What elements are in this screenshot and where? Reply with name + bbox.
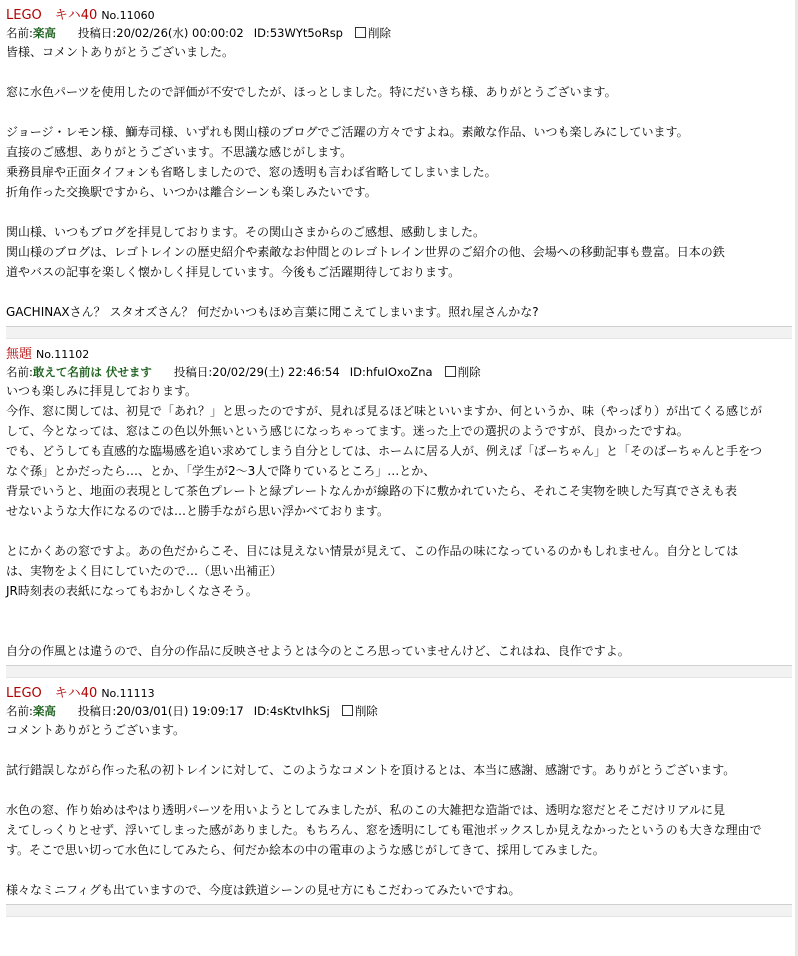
post-date: 20/03/01(日) 19:09:17 [116, 704, 244, 718]
post-body-line: す。そこで思い切って水色にしてみたら、何だか絵本の中の電車のような感じがしてきて、採用してみました。 [6, 843, 605, 857]
post-title: LEGO キハ40 [6, 8, 98, 23]
post-body-line: とにかくあの窓ですよ。あの色だからこそ、目には見えない情景が見えて、この作品の味になっているのかもしれません。自分としては [6, 544, 739, 558]
post [0, 339, 798, 678]
post-number: No.11113 [101, 687, 155, 700]
delete-control[interactable] [355, 24, 391, 42]
id-label: ID: [349, 365, 366, 379]
post-body-line: せないような大作になるのでは…と勝手ながら思い浮かべております。 [6, 504, 390, 518]
post-title: 無題 [6, 347, 33, 362]
post-id: 4sKtvIhkSj [269, 704, 330, 718]
post-body-line: 関山様のブログは、レゴトレインの歴史紹介や素敵なお仲間とのレゴトレイン世界のご紹介の他、会場への移動記事も豊富。日本の鉄 [6, 245, 725, 259]
post [0, 0, 798, 339]
delete-checkbox[interactable] [342, 705, 353, 716]
post-body-line: 自分の作風とは違うので、自分の作品に反映させようとは今のところ思っていませんけど、これはね、良作ですよ。 [6, 644, 630, 658]
posted-label: 投稿日: [77, 704, 117, 718]
post-body-line: 乗務員扉や正面タイフォンも省略しましたので、窓の透明も言わば省略してしまいました。 [6, 165, 497, 179]
post-body-line: いつも楽しみに拝見しております。 [6, 384, 198, 398]
post-id-wrap [350, 365, 433, 379]
post-body-line: えてしっくりとせず、浮いてしまった感がありました。もちろん、窓を透明にしても電池ボックスしか見えなかったというのも大きな理由で [6, 823, 762, 837]
post-separator [6, 326, 792, 339]
delete-checkbox[interactable] [445, 366, 456, 377]
delete-control[interactable] [342, 702, 378, 720]
post-body-line: 水色の窓、作り始めはやはり透明パーツを用いようとしてみましたが、私のこの大雑把な造詣では、透明な窓だとそこだけリアルに見 [6, 803, 726, 817]
post-body-line: 試行錯誤しながら作った私の初トレインに対して、このようなコメントを頂けるとは、本当に感謝、感謝です。ありがとうございます。 [6, 763, 736, 777]
post-header [6, 684, 792, 702]
post-body-line: GACHINAXさん？ スタオズさん？ 何だかいつもほめ言葉に聞こえてしまいます。照れ屋さんかな? [6, 305, 539, 319]
name-label: 名前: [6, 704, 33, 718]
post [0, 678, 798, 917]
post-body-line [6, 102, 792, 122]
post-body-line [6, 621, 792, 641]
post-separator [6, 904, 792, 917]
post-title: LEGO キハ40 [6, 686, 98, 701]
post-body-line [6, 521, 792, 541]
post-body-line [6, 740, 792, 760]
author-name: 楽高 [32, 704, 56, 718]
delete-control[interactable] [445, 363, 481, 381]
delete-checkbox[interactable] [355, 27, 366, 38]
post-body-line: して、今となっては、窓はこの色以外無いという感じになっちゃってます。迷った上での選択のようですが、良かったですね。 [6, 424, 689, 438]
delete-label: 削除 [368, 26, 391, 40]
id-label: ID: [253, 26, 270, 40]
delete-label: 削除 [457, 365, 481, 379]
post-body [6, 42, 792, 322]
post-id-wrap [254, 704, 330, 718]
post-body-line: 窓に水色パーツを使用したので評価が不安でしたが、ほっとしました。特にだいきち様、ありがとうございます。 [6, 85, 617, 99]
post-body-line: 今作、窓に関しては、初見で「あれ？」と思ったのですが、見れば見るほど味といいますか、何というか、味（やっぱり）が出てくる感じが [6, 404, 763, 418]
post-body-line: なぐ孫」とかだったら…、とか、「学生が2～3人で降りているところ」…とか、 [6, 464, 436, 478]
post-body-line: 様々なミニフィグも出ていますので、今度は鉄道シーンの見せ方にもこだわってみたいですね。 [6, 883, 521, 897]
post-body-line: 直接のご感想、ありがとうございます。不思議な感じがします。 [6, 145, 353, 159]
post-body-line: 道やバスの記事を楽しく懐かしく拝見しています。今後もご活躍期待しております。 [6, 265, 461, 279]
post-id: hfuIOxoZna [365, 365, 433, 379]
post-header [6, 6, 792, 24]
post-body-line [6, 62, 792, 82]
post-body-line: は、実物をよく目にしていたので…（思い出補正） [6, 564, 283, 578]
name-label: 名前: [6, 365, 33, 379]
post-body-line: 関山様、いつもブログを拝見しております。その関山さまからのご感想、感動しました。 [6, 225, 486, 239]
posted-label: 投稿日: [173, 365, 213, 379]
post-body-line: コメントありがとうございます。 [6, 723, 186, 737]
post-separator [6, 665, 792, 678]
posted-label: 投稿日: [77, 26, 117, 40]
post-header [6, 345, 792, 363]
post-meta [6, 702, 792, 720]
post-number: No.11060 [101, 9, 155, 22]
post-meta [6, 363, 792, 381]
post-body-line [6, 601, 792, 621]
post-body-line [6, 780, 792, 800]
post-body-line: でも、どうしても直感的な臨場感を追い求めてしまう自分としては、ホームに居る人が、例えば「ばーちゃん」と「そのばーちゃんと手をつ [6, 444, 763, 458]
author-name: 敢えて名前は 伏せます [32, 365, 152, 379]
post-number: No.11102 [36, 348, 90, 361]
post-body-line [6, 202, 792, 222]
post-id-wrap [254, 26, 343, 40]
post-body-line: 背景でいうと、地面の表現として茶色プレートと緑プレートなんかが線路の下に敷かれていたら、それこそ実物を映した写真でさえも表 [6, 484, 738, 498]
author-name: 楽高 [32, 26, 56, 40]
post-meta [6, 24, 792, 42]
post-body-line: JR時刻表の表紙になってもおかしくなさそう。 [6, 584, 258, 598]
post-body-line: ジョージ・レモン様、鰤寿司様、いずれも関山様のブログでご活躍の方々ですよね。素敵な作品、いつも楽しみにしています。 [6, 125, 689, 139]
name-label: 名前: [6, 26, 33, 40]
post-date: 20/02/29(土) 22:46:54 [212, 365, 340, 379]
post-body [6, 720, 792, 900]
post-body-line [6, 282, 792, 302]
post-date: 20/02/26(水) 00:00:02 [116, 26, 244, 40]
post-body-line: 折角作った交換駅ですから、いつかは離合シーンも楽しみたいです。 [6, 185, 377, 199]
post-body-line [6, 860, 792, 880]
post-body-line: 皆様、コメントありがとうございました。 [6, 45, 235, 59]
delete-label: 削除 [354, 704, 378, 718]
id-label: ID: [253, 704, 270, 718]
post-id: 53WYt5oRsp [269, 26, 343, 40]
post-body [6, 381, 792, 661]
